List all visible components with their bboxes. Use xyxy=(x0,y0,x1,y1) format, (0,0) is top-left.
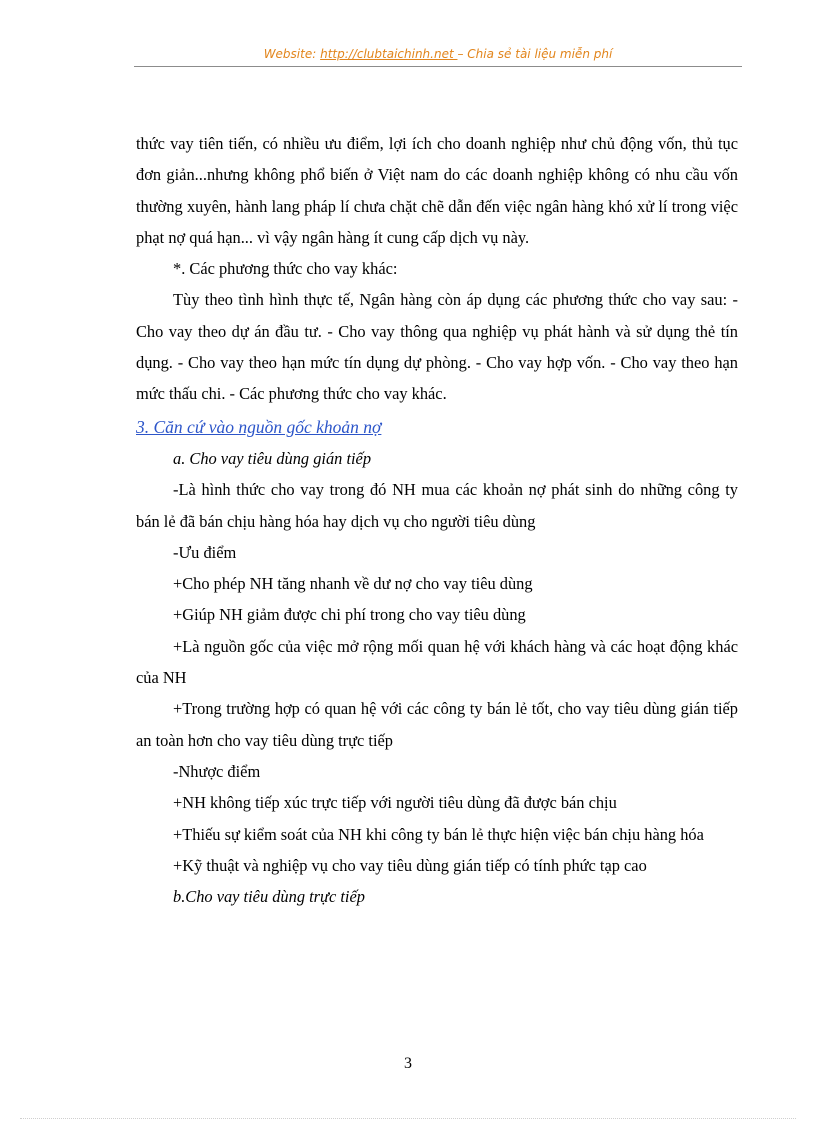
paragraph-other-methods: Tùy theo tình hình thực tế, Ngân hàng còn áp dụng các phương thức cho vay sau: - Cho vay theo dự án đầu tư. - Cho vay thông qua nghiệp vụ phát hành và sử dụng thẻ tín dụng. - Cho vay theo hạn mức tín dụng dự phòng. - Cho vay hợp vốn. - Cho vay theo hạn mức thấu chi. - Các phương thức cho vay khác. xyxy=(136,290,738,404)
list-item-advantage-3: +Là nguồn gốc của việc mở rộng mối quan hệ với khách hàng và các hoạt động khác của NH xyxy=(136,636,738,688)
paragraph-disadvantages-label: -Nhược điểm xyxy=(173,761,261,781)
list-item-advantage-4: +Trong trường hợp có quan hệ với các công ty bán lẻ tốt, cho vay tiêu dùng gián tiếp an toàn hơn cho vay tiêu dùng trực tiếp xyxy=(136,699,738,750)
subheading-b: b.Cho vay tiêu dùng trực tiếp xyxy=(173,887,365,907)
page-header xyxy=(134,47,742,61)
list-item-disadvantage-3: +Kỹ thuật và nghiệp vụ cho vay tiêu dùng gián tiếp có tính phức tạp cao xyxy=(173,855,647,875)
paragraph-definition: -Là hình thức cho vay trong đó NH mua các khoản nợ phát sinh do những công ty bán lẻ đã bán chịu hàng hóa hay dịch vụ cho người tiêu dùng xyxy=(136,480,738,531)
paragraph-advantages-label: -Ưu điểm xyxy=(173,542,237,562)
page-bottom-divider xyxy=(20,1118,796,1119)
header-prefix: Website: xyxy=(263,47,321,61)
list-item-advantage-2: +Giúp NH giảm được chi phí trong cho vay tiêu dùng xyxy=(173,605,526,625)
paragraph-continuation: thức vay tiên tiến, có nhiều ưu điểm, lợi ích cho doanh nghiệp như chủ động vốn, thủ tục đơn giản...nhưng không phổ biến ở Việt nam do các doanh nghiệp không có nhu cầu vốn thường xuyên, hành lang pháp lí chưa chặt chẽ dẫn đến việc ngân hàng khó xử lí trong việc phạt nợ quá hạn... vì vậy ngân hàng ít cung cấp dịch vụ này. xyxy=(136,134,738,247)
header-tagline: – Chia sẻ tài liệu miễn phí xyxy=(457,47,613,61)
paragraph-other-methods-heading: *. Các phương thức cho vay khác: xyxy=(173,259,398,279)
header-website-link[interactable]: http://clubtaichinh.net xyxy=(320,47,458,61)
list-item-disadvantage-1: +NH không tiếp xúc trực tiếp với người tiêu dùng đã được bán chịu xyxy=(173,793,617,813)
header-divider xyxy=(134,66,742,67)
section-heading-3[interactable]: 3. Căn cứ vào nguồn gốc khoản nợ xyxy=(136,416,382,437)
subheading-a: a. Cho vay tiêu dùng gián tiếp xyxy=(173,448,372,468)
list-item-disadvantage-2: +Thiếu sự kiểm soát của NH khi công ty bán lẻ thực hiện việc bán chịu hàng hóa xyxy=(173,824,704,844)
list-item-advantage-1: +Cho phép NH tăng nhanh về dư nợ cho vay tiêu dùng xyxy=(173,574,533,594)
page-number: 3 xyxy=(404,1055,412,1072)
document-body xyxy=(136,128,738,912)
